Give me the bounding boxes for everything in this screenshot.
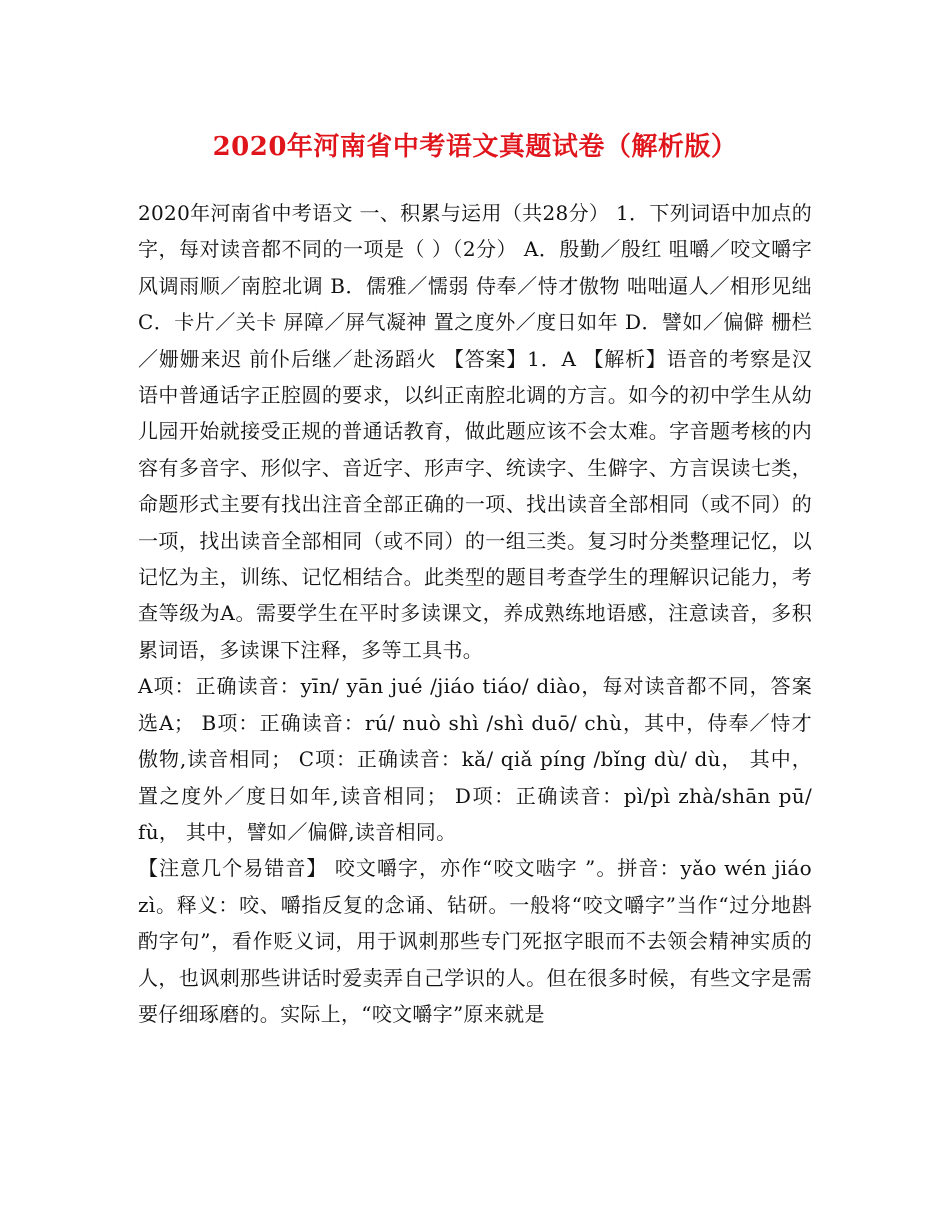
pronunciation-paragraph: A项：正确读音：yīn/ yān jué /jiáo tiáo/ diào，每对读音都不同，答案选A； B项：正确读音：rú/ nuò shì /shì duō/ chù，其中，侍奉／恃才傲物,读音相同； C项：正确读音：kǎ/ qiǎ píng /bǐng dù/ dù， 其中，置之度外／度日如年,读音相同； D项：正确读音：pì/pì zhà/shān pū/ fù， 其中，譬如／偏僻,读音相同。 [138, 674, 812, 844]
notes-paragraph: 【注意几个易错音】 咬文嚼字，亦作“咬文啮字 ”。拼音：yǎo wén jiáo zì。释义：咬、嚼指反复的念诵、钻研。一般将“咬文嚼字”当作“过分地斟酌字句”，看作贬义词，用于讽刺那些专门死抠字眼而不去领会精神实质的人，也讽刺那些讲话时爱卖弄自己学识的人。但在很多时候，有些文字是需要仔细琢磨的。实际上，“咬文嚼字”原来就是 [138, 856, 812, 1026]
document-body [138, 195, 812, 1032]
question-paragraph: 2020年河南省中考语文 一、积累与运用（共28分） 1．下列词语中加点的字，每对读音都不同的一项是（ ）（2分） A．殷勤／殷红 咀嚼／咬文嚼字 风调雨顺／南腔北调 B．儒雅／懦弱 侍奉／恃才傲物 咄咄逼人／相形见绌 C．卡片／关卡 屏障／屏气凝神 置之度外／度日如年 D．譬如／偏僻 栅栏／姗姗来迟 前仆后继／赴汤蹈火 【答案】1．A 【解析】语音的考察是汉语中普通话字正腔圆的要求，以纠正南腔北调的方言。如今的初中学生从幼儿园开始就接受正规的普通话教育，做此题应该不会太难。字音题考核的内容有多音字、形似字、音近字、形声字、统读字、生僻字、方言误读七类，命题形式主要有找出注音全部正确的一项、找出读音全部相同（或不同）的一项，找出读音全部相同（或不同）的一组三类。复习时分类整理记忆，以记忆为主，训练、记忆相结合。此类型的题目考查学生的理解识记能力，考查等级为A。需要学生在平时多读课文，养成熟练地语感，注意读音，多积累词语，多读课下注释，多等工具书。 [138, 201, 812, 662]
document-title: 2020年河南省中考语文真题试卷（解析版） [212, 132, 738, 162]
